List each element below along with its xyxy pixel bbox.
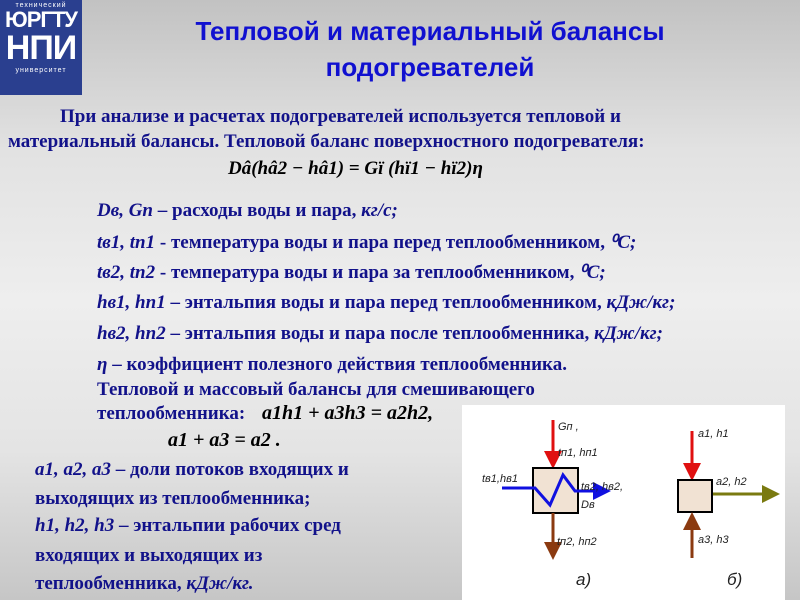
label-a3-h3: a3, h3 xyxy=(698,534,729,546)
logo-bottom-text: университет xyxy=(15,67,67,74)
intro-line1: При анализе и расчетах подогревателей используется тепловой и xyxy=(60,106,621,127)
diagram-surface-heater xyxy=(482,420,623,589)
mix-formula-heat: a1h1 + a3h3 = a2h2, xyxy=(262,402,434,424)
label-dv: Dв xyxy=(581,499,595,511)
definition-item: tв2, tп2 - температура воды и пара за теплообменником, ⁰C; xyxy=(97,262,606,283)
label-water-in: tв1,hв1 xyxy=(482,473,518,485)
diagram-mixing-heater xyxy=(678,428,777,589)
caption-b: б) xyxy=(727,570,743,589)
definition-item: Dв, Gп – расходы воды и пара, кг/с; xyxy=(97,200,398,221)
bottom-line: h1, h2, h3 – энтальпии рабочих сред xyxy=(35,515,341,536)
caption-a: а) xyxy=(576,570,592,589)
logo-line1: ЮРГТУ xyxy=(5,7,77,32)
bottom-line: a1, a2, a3 – доли потоков входящих и xyxy=(35,459,349,480)
mixing-line2: теплообменника: xyxy=(97,403,246,424)
bottom-line: теплообменника, кДж/кг. xyxy=(35,573,254,594)
mixer-box xyxy=(678,480,712,512)
label-gn: Gп , xyxy=(558,421,579,433)
mix-formula-mass: a1 + a3 = a2 . xyxy=(168,429,281,451)
definition-item: tв1, tп1 - температура воды и пара перед теплообменником, ⁰C; xyxy=(97,232,637,253)
logo-line2: НПИ xyxy=(5,29,77,67)
bottom-line: выходящих из теплообменника; xyxy=(35,488,311,509)
definition-item: hв2, hп2 – энтальпия воды и пара после теплообменника, кДж/кг; xyxy=(97,323,664,344)
heat-balance-formula: Dâ(hâ2 − hâ1) = Gï (hï1 − hï2)η xyxy=(228,158,483,179)
intro-line2: материальный балансы. Тепловой баланс поверхностного подогревателя: xyxy=(8,131,645,152)
slide-title-line1: Тепловой и материальный балансы xyxy=(195,16,665,46)
mixing-line1: Тепловой и массовый балансы для смешивающего xyxy=(97,379,535,400)
label-steam-in: tп1, hп1 xyxy=(558,447,598,459)
definition-item: hв1, hп1 – энтальпия воды и пара перед теплообменником, кДж/кг; xyxy=(97,292,676,313)
label-steam-out: tп2, hп2 xyxy=(557,536,597,548)
bottom-line: входящих и выходящих из xyxy=(35,545,263,566)
label-a1-h1: a1, h1 xyxy=(698,428,729,440)
definition-item: η – коэффициент полезного действия теплообменника. xyxy=(97,354,567,375)
slide-title-line2: подогревателей xyxy=(325,52,535,82)
label-a2-h2: a2, h2 xyxy=(716,476,747,488)
label-water-out: tв2, hв2, xyxy=(581,481,624,493)
logo-top-text: технический xyxy=(15,2,67,9)
